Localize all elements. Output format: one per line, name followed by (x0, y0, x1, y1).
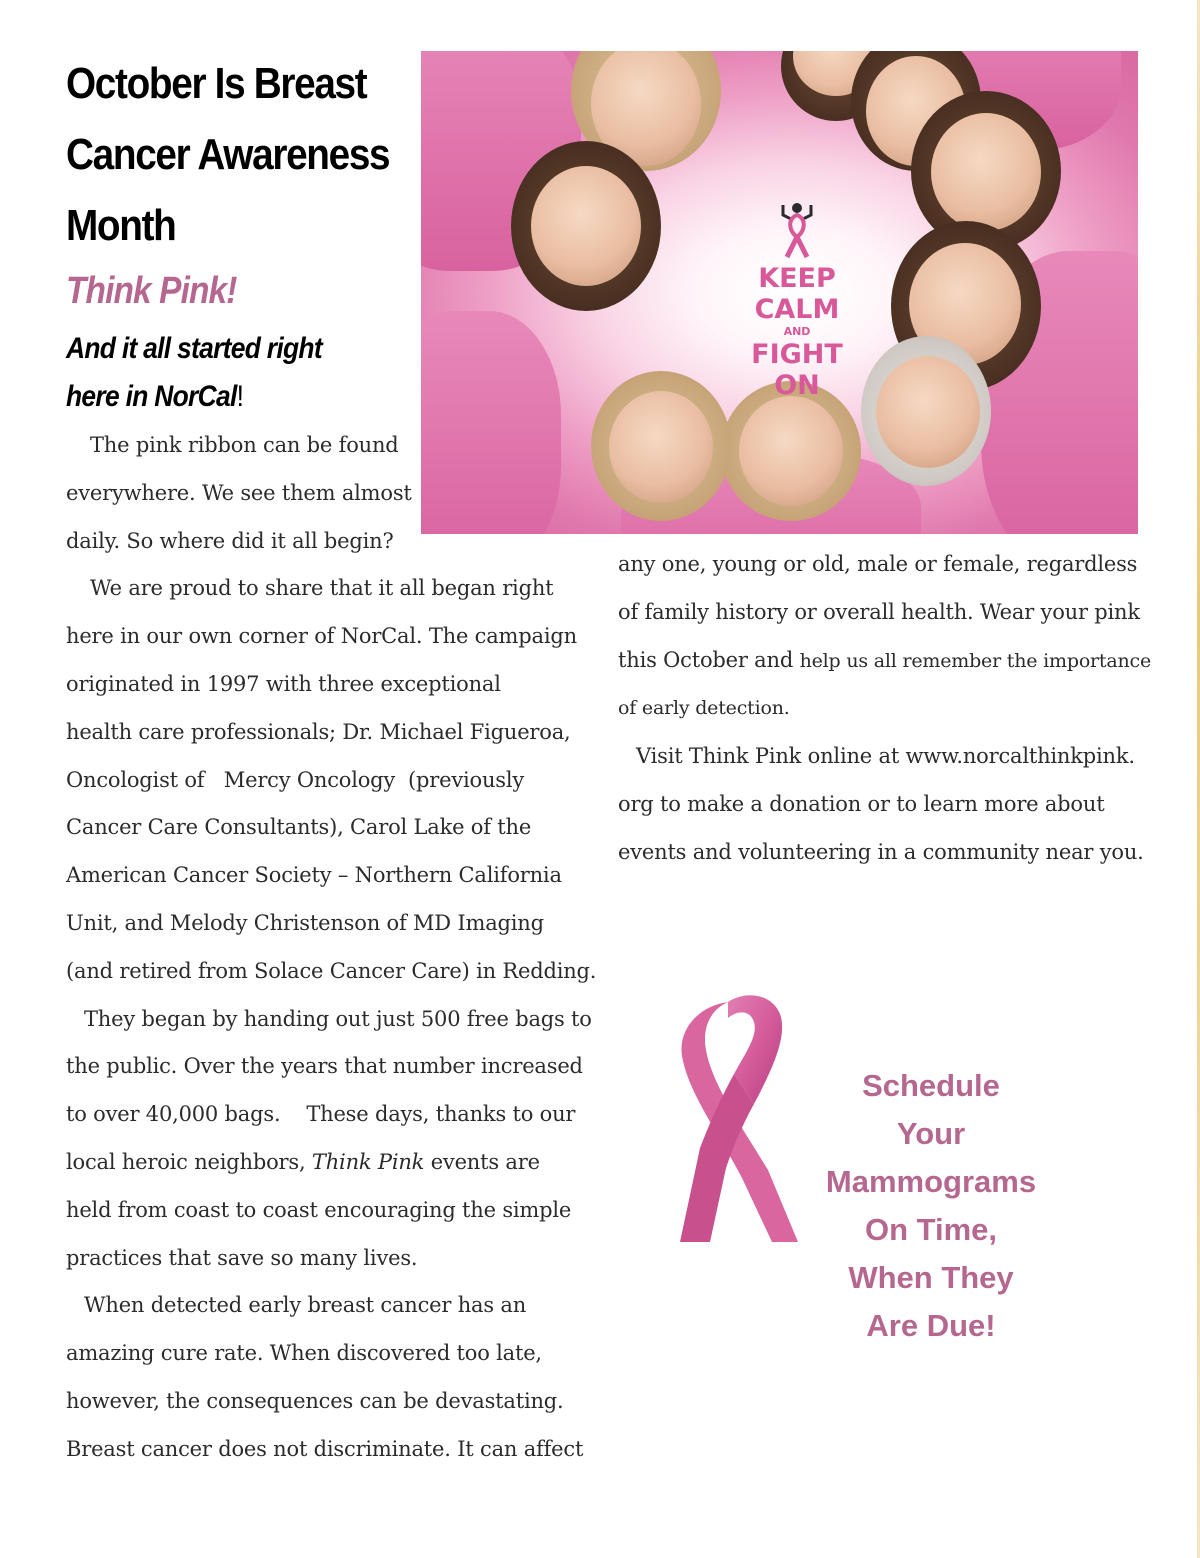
line-fragment: local heroic neighbors, (66, 1149, 306, 1174)
paragraph-line: practices that save so many lives. (66, 1245, 418, 1270)
face-shape (876, 356, 980, 468)
paragraph-line: however, the consequences can be devastating. (66, 1388, 564, 1413)
poster-keep: KEEP (758, 263, 836, 294)
face-shape (739, 396, 843, 506)
line-fragment: help us all remember the importance (799, 649, 1152, 672)
paragraph-line: They began by handing out just 500 free bags to (84, 1006, 592, 1031)
tagline-line-1: And it all started right (66, 332, 322, 365)
title-line-2: Cancer Awareness (66, 130, 390, 179)
paragraph-line: here in our own corner of NorCal. The campaign (66, 624, 577, 649)
mammogram-callout (800, 1062, 1062, 1350)
paragraph-line: (and retired from Solace Cancer Care) in Redding. (66, 958, 597, 983)
face-shape (931, 113, 1041, 231)
paragraph-line (618, 637, 1151, 686)
paragraph-line: health care professionals; Dr. Michael Figueroa, (66, 719, 571, 744)
paragraph-line: of family history or overall health. Wear your pink (618, 599, 1140, 624)
paragraph-line: held from coast to coast encouraging the simple (66, 1197, 572, 1222)
paragraph-line: daily. So where did it all begin? (66, 528, 394, 553)
tagline-norcal: here in NorCal (66, 380, 237, 413)
paragraph-line: Unit, and Melody Christenson of MD Imaging (66, 910, 544, 935)
face-shape (609, 391, 713, 503)
paragraph-line: any one, young or old, male or female, regardless (618, 552, 1138, 576)
callout-line: Schedule (862, 1068, 1000, 1103)
paragraph-line: originated in 1997 with three exceptional (66, 671, 501, 696)
callout-line: Mammograms (825, 1164, 1037, 1199)
callout-line: When They (848, 1260, 1014, 1295)
keep-calm-poster (721, 201, 873, 401)
line-fragment: this October and (618, 647, 794, 672)
paragraph-line: amazing cure rate. When discovered too late, (66, 1341, 542, 1366)
paragraph-line: American Cancer Society – Northern California (66, 863, 562, 888)
poster-fight: FIGHT (751, 339, 843, 370)
subheading-think-pink: Think Pink! (66, 270, 237, 312)
paragraph-line (66, 1139, 596, 1187)
callout-line: Are Due! (866, 1308, 996, 1343)
paragraph-line: everywhere. We see them almost (66, 480, 412, 505)
pink-ribbon-icon (676, 992, 806, 1247)
paragraph-line: org to make a donation or to learn more about (618, 791, 1105, 816)
title-line-3: Month (66, 201, 176, 250)
paragraph-line: The pink ribbon can be found (90, 433, 399, 457)
page-title (66, 48, 436, 261)
paragraph-line: the public. Over the years that number increased (66, 1054, 583, 1079)
paragraph-line: Oncologist of Mercy Oncology (previously (66, 767, 525, 792)
paragraph-line: of early detection. (618, 697, 790, 720)
paragraph-line: to over 40,000 bags. These days, thanks to our (66, 1102, 576, 1127)
callout-line: Your (896, 1116, 966, 1151)
article-column-left (66, 422, 596, 1474)
tagline-line-2 (66, 373, 322, 421)
ribbon-figure-icon (777, 201, 817, 259)
line-fragment: events are (430, 1149, 540, 1174)
tagline-exclamation: ! (236, 380, 244, 413)
callout-line: On Time, (864, 1212, 998, 1247)
article-column-right (618, 541, 1151, 877)
poster-calm: CALM (754, 294, 840, 325)
paragraph-line: Cancer Care Consultants), Carol Lake of the (66, 815, 532, 840)
paragraph-line: events and volunteering in a community near you. (618, 839, 1144, 864)
think-pink-emphasis: Think Pink (311, 1149, 425, 1174)
paragraph-line: Breast cancer does not discriminate. It can affect (66, 1436, 584, 1461)
paragraph-line: When detected early breast cancer has an (84, 1293, 527, 1318)
poster-and: AND (783, 325, 811, 338)
poster-on: ON (774, 370, 820, 401)
title-line-1: October Is Breast (66, 59, 367, 108)
paragraph-line: Visit Think Pink online at www.norcalthinkpink. (636, 744, 1135, 769)
paragraph-line: We are proud to share that it all began right (90, 576, 554, 601)
face-shape (531, 166, 641, 286)
tagline (66, 325, 322, 421)
